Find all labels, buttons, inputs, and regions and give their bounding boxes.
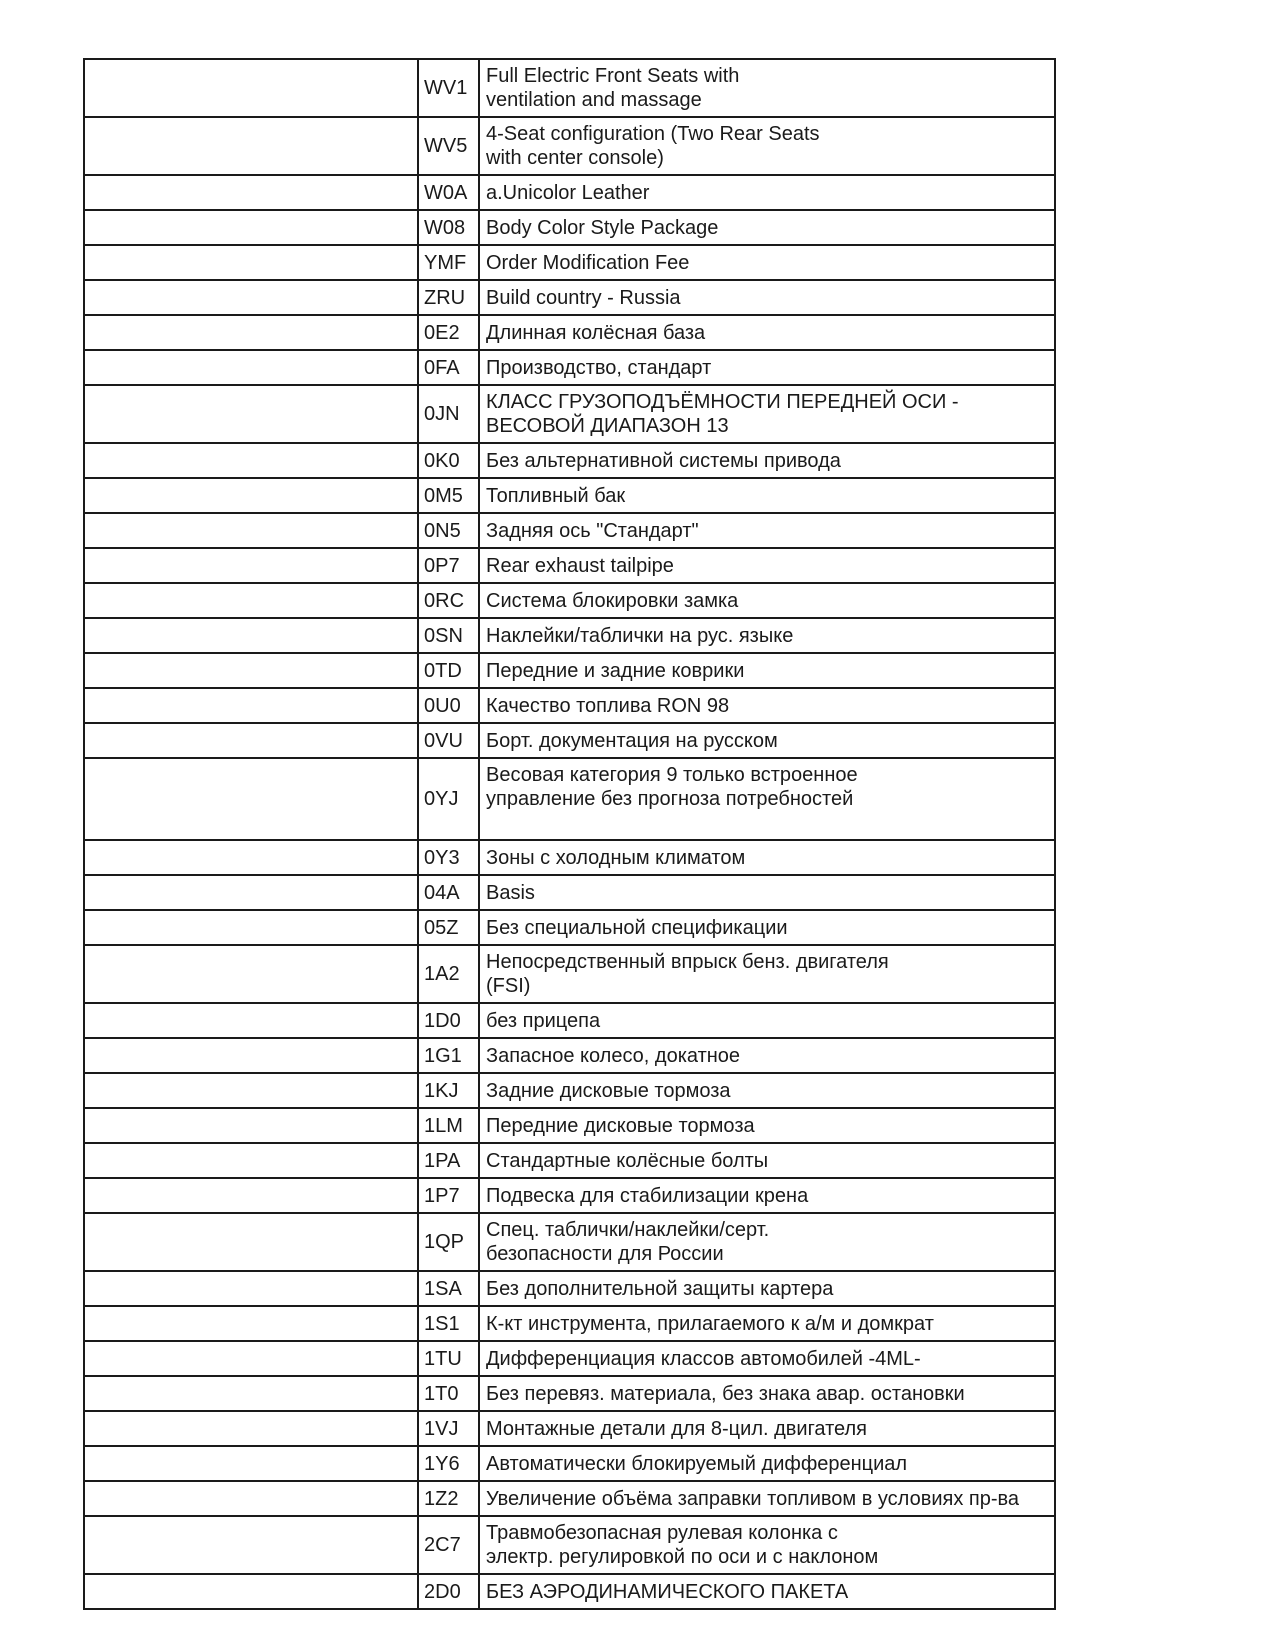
table-row <box>84 1213 1055 1271</box>
option-code: 0JN <box>418 385 479 443</box>
table-row <box>84 1411 1055 1446</box>
option-code: 2C7 <box>418 1516 479 1574</box>
table-row <box>84 548 1055 583</box>
option-description: Body Color Style Package <box>479 210 1055 245</box>
empty-cell <box>84 59 418 117</box>
option-code: 1SA <box>418 1271 479 1306</box>
option-description: Система блокировки замка <box>479 583 1055 618</box>
empty-cell <box>84 688 418 723</box>
empty-cell <box>84 910 418 945</box>
empty-cell <box>84 1271 418 1306</box>
table-row <box>84 723 1055 758</box>
empty-cell <box>84 1516 418 1574</box>
empty-cell <box>84 1481 418 1516</box>
option-description: Длинная колёсная база <box>479 315 1055 350</box>
option-description: без прицепа <box>479 1003 1055 1038</box>
option-description: Стандартные колёсные болты <box>479 1143 1055 1178</box>
option-description: БЕЗ АЭРОДИНАМИЧЕСКОГО ПАКЕТА <box>479 1574 1055 1609</box>
table-row <box>84 350 1055 385</box>
table-row <box>84 875 1055 910</box>
table-row <box>84 385 1055 443</box>
empty-cell <box>84 513 418 548</box>
empty-cell <box>84 840 418 875</box>
option-code: YMF <box>418 245 479 280</box>
table-row <box>84 688 1055 723</box>
empty-cell <box>84 723 418 758</box>
option-code: 1VJ <box>418 1411 479 1446</box>
table-row <box>84 758 1055 840</box>
options-table-body <box>84 59 1055 1609</box>
option-description: 4-Seat configuration (Two Rear Seats with center console) <box>479 117 1055 175</box>
table-row <box>84 1481 1055 1516</box>
table-row <box>84 618 1055 653</box>
option-description: Дифференциация классов автомобилей -4ML- <box>479 1341 1055 1376</box>
option-code: 0FA <box>418 350 479 385</box>
option-description: Борт. документация на русском <box>479 723 1055 758</box>
empty-cell <box>84 443 418 478</box>
option-code: 0M5 <box>418 478 479 513</box>
table-row <box>84 280 1055 315</box>
table-row <box>84 910 1055 945</box>
option-description: Качество топлива RON 98 <box>479 688 1055 723</box>
table-row <box>84 945 1055 1003</box>
option-code: 0N5 <box>418 513 479 548</box>
option-code: 0Y3 <box>418 840 479 875</box>
option-description: Наклейки/таблички на рус. языке <box>479 618 1055 653</box>
empty-cell <box>84 315 418 350</box>
option-description: Автоматически блокируемый дифференциал <box>479 1446 1055 1481</box>
option-code: 1TU <box>418 1341 479 1376</box>
option-code: 0VU <box>418 723 479 758</box>
empty-cell <box>84 385 418 443</box>
table-row <box>84 1306 1055 1341</box>
table-row <box>84 175 1055 210</box>
option-description: Rear exhaust tailpipe <box>479 548 1055 583</box>
option-code: 1T0 <box>418 1376 479 1411</box>
option-code: 0TD <box>418 653 479 688</box>
option-description: Зоны с холодным климатом <box>479 840 1055 875</box>
table-row <box>84 59 1055 117</box>
empty-cell <box>84 175 418 210</box>
table-row <box>84 210 1055 245</box>
table-row <box>84 513 1055 548</box>
option-description: Производство, стандарт <box>479 350 1055 385</box>
option-description: Full Electric Front Seats with ventilation and massage <box>479 59 1055 117</box>
empty-cell <box>84 1341 418 1376</box>
option-code: 05Z <box>418 910 479 945</box>
option-description: КЛАСС ГРУЗОПОДЪЁМНОСТИ ПЕРЕДНЕЙ ОСИ - ВЕСОВОЙ ДИАПАЗОН 13 <box>479 385 1055 443</box>
table-row <box>84 443 1055 478</box>
option-description: Задняя ось "Стандарт" <box>479 513 1055 548</box>
table-row <box>84 1574 1055 1609</box>
option-description: Непосредственный впрыск бенз. двигателя (FSI) <box>479 945 1055 1003</box>
empty-cell <box>84 1003 418 1038</box>
table-row <box>84 1073 1055 1108</box>
empty-cell <box>84 1574 418 1609</box>
option-description: Запасное колесо, докатное <box>479 1038 1055 1073</box>
option-code: 0E2 <box>418 315 479 350</box>
option-code: W08 <box>418 210 479 245</box>
empty-cell <box>84 548 418 583</box>
table-row <box>84 478 1055 513</box>
option-code: 1A2 <box>418 945 479 1003</box>
option-code: ZRU <box>418 280 479 315</box>
empty-cell <box>84 280 418 315</box>
option-description: Топливный бак <box>479 478 1055 513</box>
option-description: Basis <box>479 875 1055 910</box>
table-row <box>84 583 1055 618</box>
option-description: Травмобезопасная рулевая колонка с электр. регулировкой по оси и с наклоном <box>479 1516 1055 1574</box>
table-row <box>84 1516 1055 1574</box>
option-code: 0YJ <box>418 758 479 840</box>
option-code: 1QP <box>418 1213 479 1271</box>
option-description: Без перевяз. материала, без знака авар. остановки <box>479 1376 1055 1411</box>
option-code: WV5 <box>418 117 479 175</box>
empty-cell <box>84 618 418 653</box>
empty-cell <box>84 583 418 618</box>
option-code: W0A <box>418 175 479 210</box>
option-description: Без специальной спецификации <box>479 910 1055 945</box>
table-row <box>84 1143 1055 1178</box>
option-code: 0SN <box>418 618 479 653</box>
option-description: Build country - Russia <box>479 280 1055 315</box>
option-description: К-кт инструмента, прилагаемого к а/м и домкрат <box>479 1306 1055 1341</box>
option-code: 1G1 <box>418 1038 479 1073</box>
option-description: Передние и задние коврики <box>479 653 1055 688</box>
empty-cell <box>84 1038 418 1073</box>
empty-cell <box>84 210 418 245</box>
option-code: 2D0 <box>418 1574 479 1609</box>
option-code: 0U0 <box>418 688 479 723</box>
empty-cell <box>84 945 418 1003</box>
empty-cell <box>84 350 418 385</box>
option-code: 1Y6 <box>418 1446 479 1481</box>
table-row <box>84 840 1055 875</box>
empty-cell <box>84 1213 418 1271</box>
empty-cell <box>84 875 418 910</box>
table-row <box>84 1271 1055 1306</box>
option-code: 1KJ <box>418 1073 479 1108</box>
empty-cell <box>84 245 418 280</box>
empty-cell <box>84 1411 418 1446</box>
option-code: 0P7 <box>418 548 479 583</box>
empty-cell <box>84 1108 418 1143</box>
table-row <box>84 117 1055 175</box>
empty-cell <box>84 1376 418 1411</box>
table-row <box>84 653 1055 688</box>
option-description: a.Unicolor Leather <box>479 175 1055 210</box>
empty-cell <box>84 478 418 513</box>
option-description: Передние дисковые тормоза <box>479 1108 1055 1143</box>
table-row <box>84 1446 1055 1481</box>
option-description: Увеличение объёма заправки топливом в условиях пр-ва <box>479 1481 1055 1516</box>
table-row <box>84 1038 1055 1073</box>
option-description: Подвеска для стабилизации крена <box>479 1178 1055 1213</box>
option-description: Монтажные детали для 8-цил. двигателя <box>479 1411 1055 1446</box>
option-description: Весовая категория 9 только встроенное управление без прогноза потребностей <box>479 758 1055 840</box>
empty-cell <box>84 1073 418 1108</box>
empty-cell <box>84 653 418 688</box>
table-row <box>84 1178 1055 1213</box>
option-description: Без альтернативной системы привода <box>479 443 1055 478</box>
empty-cell <box>84 1178 418 1213</box>
empty-cell <box>84 1306 418 1341</box>
option-code: 1S1 <box>418 1306 479 1341</box>
option-code: 1Z2 <box>418 1481 479 1516</box>
table-row <box>84 1376 1055 1411</box>
option-description: Задние дисковые тормоза <box>479 1073 1055 1108</box>
option-description: Спец. таблички/наклейки/серт. безопасности для России <box>479 1213 1055 1271</box>
option-code: 04A <box>418 875 479 910</box>
empty-cell <box>84 117 418 175</box>
option-description: Без дополнительной защиты картера <box>479 1271 1055 1306</box>
empty-cell <box>84 1143 418 1178</box>
table-row <box>84 1003 1055 1038</box>
table-row <box>84 315 1055 350</box>
option-description: Order Modification Fee <box>479 245 1055 280</box>
option-code: 0K0 <box>418 443 479 478</box>
option-code: 1PA <box>418 1143 479 1178</box>
empty-cell <box>84 1446 418 1481</box>
option-code: WV1 <box>418 59 479 117</box>
option-code: 1LM <box>418 1108 479 1143</box>
table-row <box>84 1341 1055 1376</box>
table-row <box>84 1108 1055 1143</box>
option-code: 1D0 <box>418 1003 479 1038</box>
table-row <box>84 245 1055 280</box>
options-table <box>83 58 1056 1610</box>
empty-cell <box>84 758 418 840</box>
option-code: 0RC <box>418 583 479 618</box>
option-code: 1P7 <box>418 1178 479 1213</box>
